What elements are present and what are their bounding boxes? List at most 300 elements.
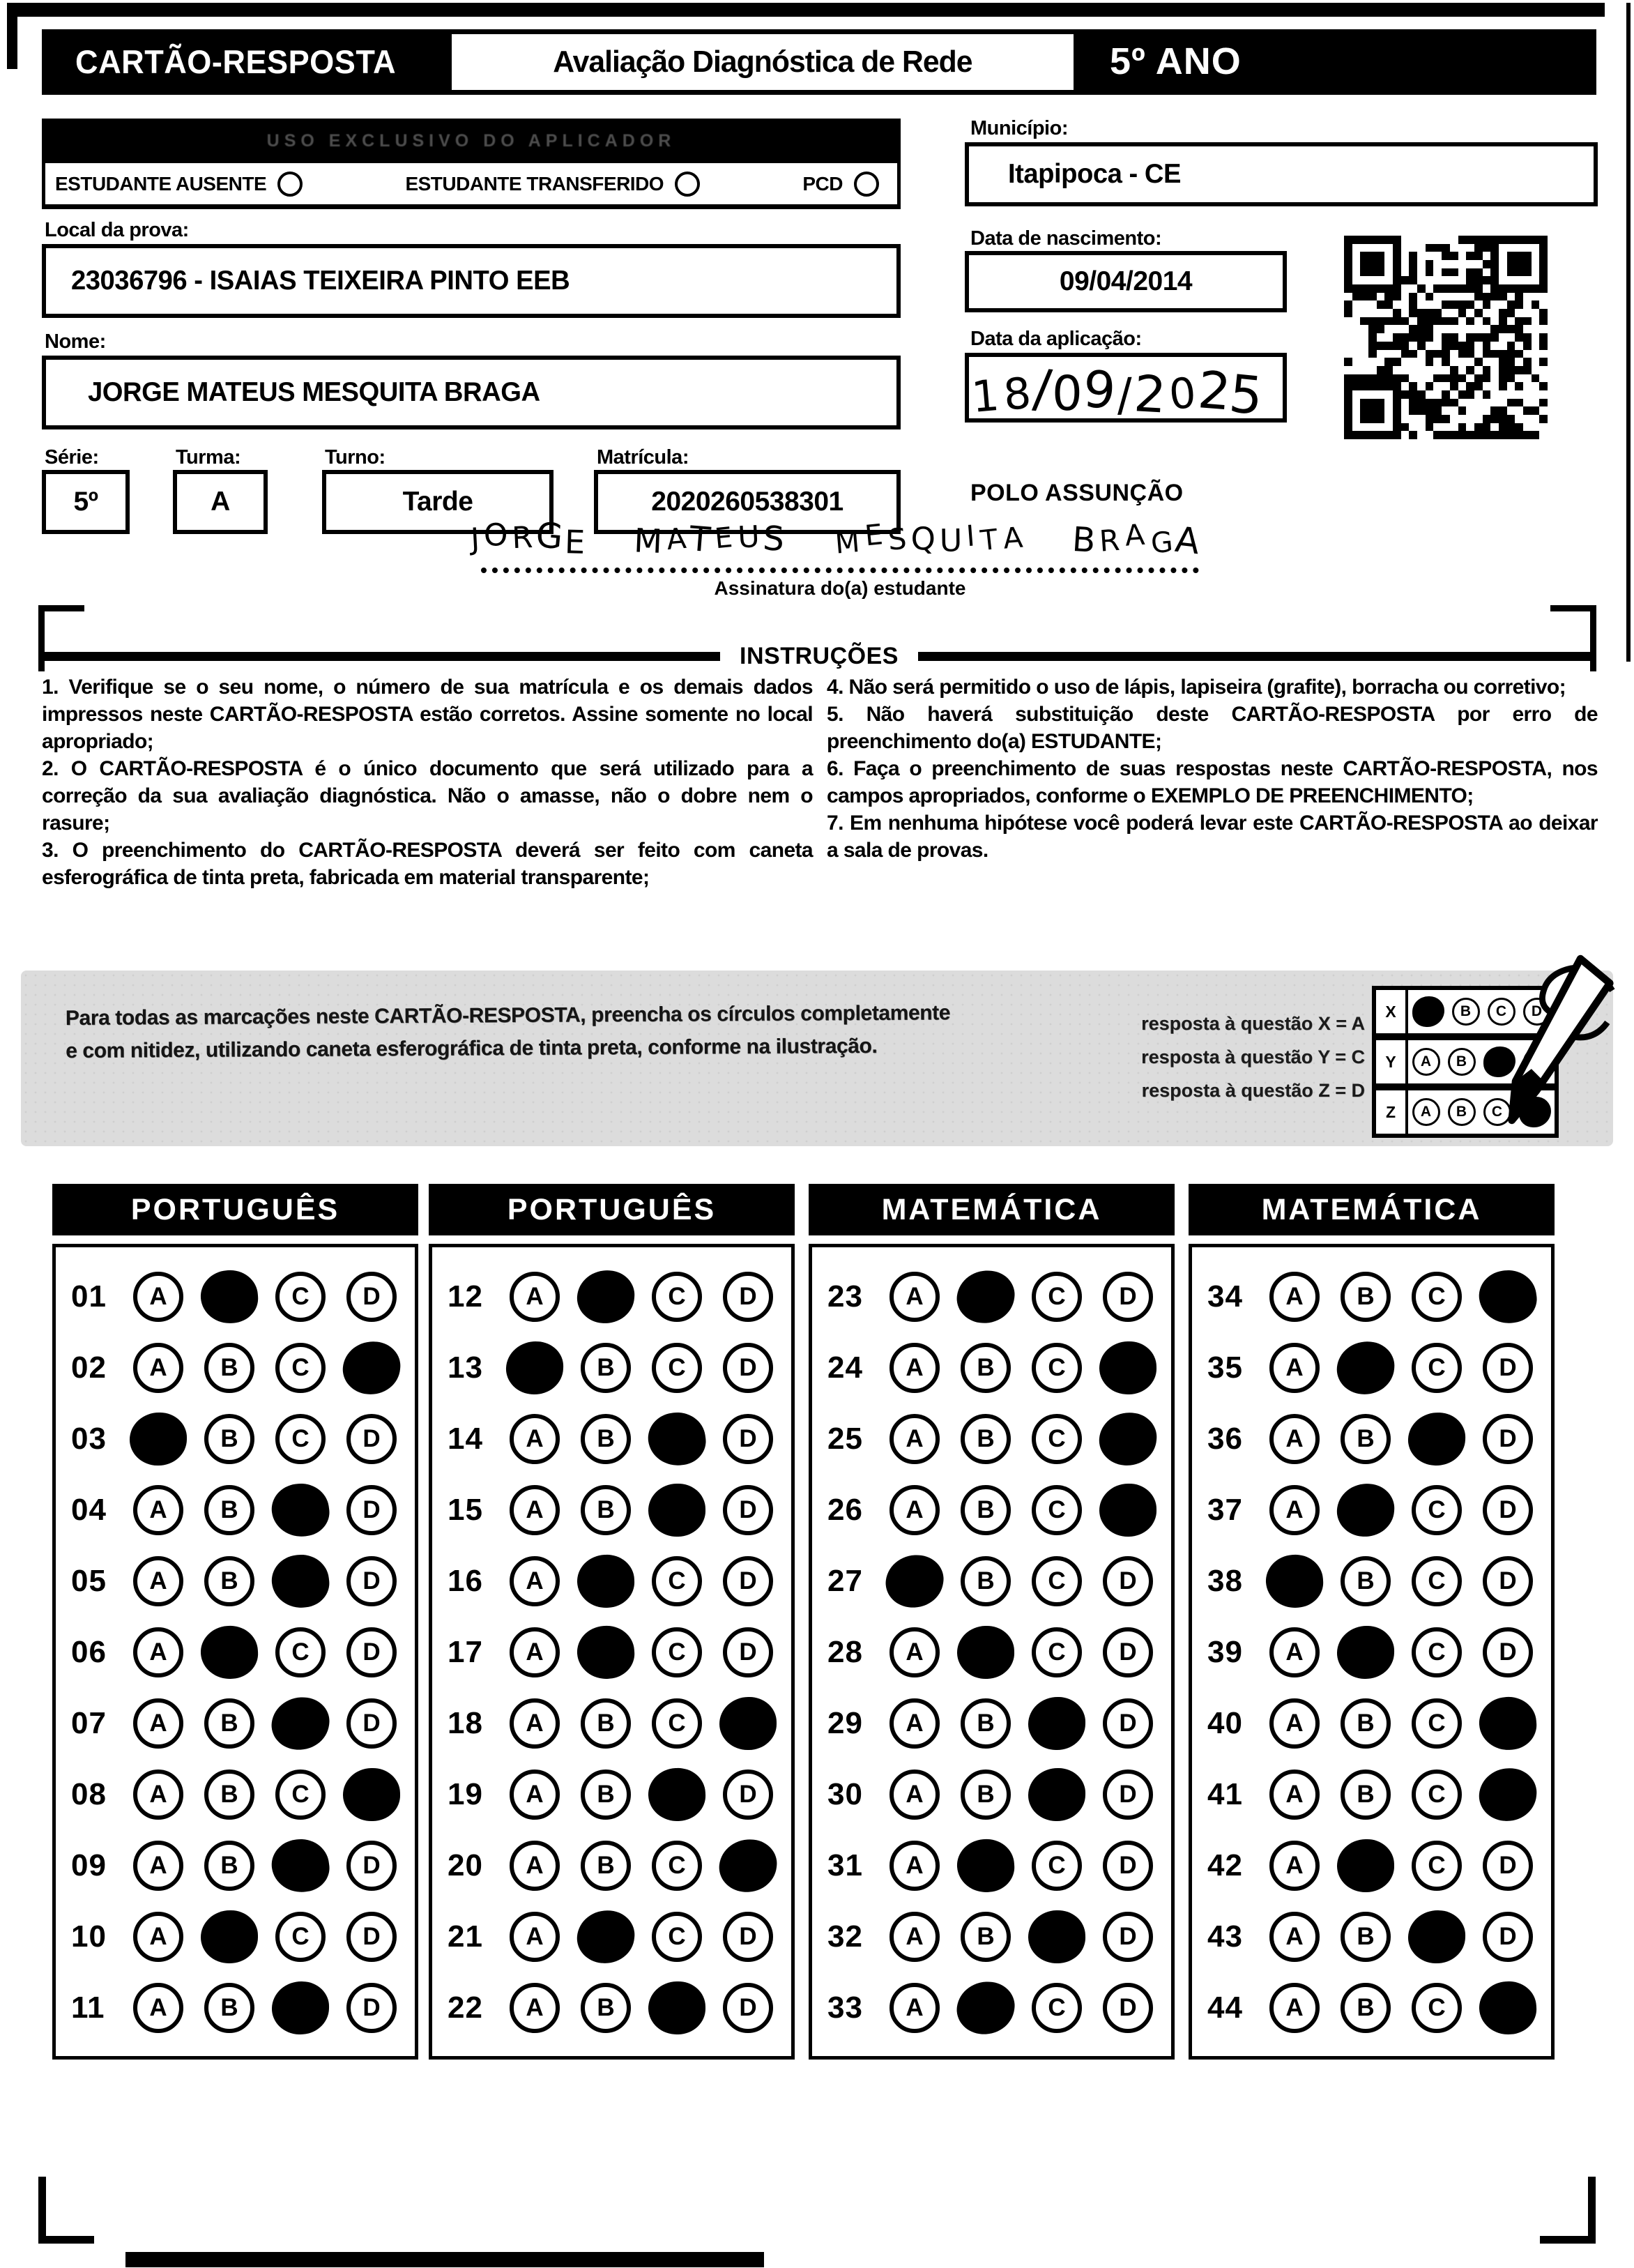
answer-bubble[interactable]: D (1483, 1343, 1533, 1393)
handwritten-char: / (1116, 367, 1136, 422)
answer-bubble[interactable]: D (346, 1414, 397, 1464)
answer-bubble[interactable]: D (723, 1912, 773, 1962)
answer-bubble[interactable]: A (133, 1556, 183, 1606)
answer-bubble[interactable]: C (1412, 1272, 1462, 1322)
answer-bubble[interactable]: D (1483, 1912, 1533, 1962)
pcd-circle[interactable] (854, 172, 879, 197)
option-cell (499, 1983, 570, 2033)
answer-bubble[interactable]: C (1412, 1485, 1462, 1535)
answer-bubble[interactable]: B (961, 1414, 1011, 1464)
turno-value: Tarde (402, 487, 473, 517)
example-row-label: Z (1376, 1090, 1408, 1134)
answer-bubble[interactable]: C (652, 1627, 702, 1677)
question-row (432, 1332, 791, 1403)
option-cell (1092, 1841, 1163, 1891)
question-number: 43 (1207, 1919, 1243, 1954)
question-number: 12 (448, 1279, 483, 1314)
answer-bubble[interactable]: A (889, 1485, 940, 1535)
answer-bubble[interactable]: C (1032, 1983, 1082, 2033)
answer-bubble-marked[interactable] (954, 1978, 1017, 2038)
answer-bubble-marked[interactable] (1478, 1980, 1538, 2036)
legend-line: resposta à questão Y = C (1141, 1047, 1365, 1068)
answer-bubble[interactable]: B (581, 1841, 631, 1891)
option-cell (1021, 1983, 1092, 2033)
option-cell (950, 1485, 1021, 1535)
answer-bubble[interactable]: C (275, 1627, 326, 1677)
example-bubble: A (1412, 1098, 1440, 1126)
fill-example-legend (1002, 1007, 1365, 1107)
answer-bubble[interactable]: B (581, 1414, 631, 1464)
nascimento-field (965, 251, 1287, 312)
option-cell (265, 1343, 336, 1393)
answer-bubble-marked[interactable] (1407, 1411, 1467, 1466)
option-cell (1401, 1910, 1472, 1963)
answer-bubble[interactable]: A (133, 1912, 183, 1962)
option-cell (712, 1983, 784, 2033)
answer-bubble[interactable]: C (1032, 1485, 1082, 1535)
answer-bubble[interactable]: A (889, 1770, 940, 1820)
answer-bubble-marked[interactable] (271, 1981, 330, 2035)
option-cell (499, 1272, 570, 1322)
example-row-label: Y (1376, 1040, 1408, 1083)
answer-bubble[interactable]: A (889, 1414, 940, 1464)
option-cell (570, 1770, 641, 1820)
option-cell (879, 1841, 950, 1891)
answer-bubble[interactable]: A (510, 1770, 560, 1820)
answer-bubble-marked[interactable] (883, 1551, 946, 1611)
answer-bubble-marked[interactable] (1097, 1410, 1159, 1468)
answer-bubble[interactable]: D (346, 1272, 397, 1322)
answer-bubble[interactable]: A (133, 1272, 183, 1322)
example-row-label: X (1376, 990, 1408, 1033)
option-cell (499, 1841, 570, 1891)
handwritten-char: Q (910, 521, 940, 558)
answer-bubble-marked[interactable] (1099, 1341, 1156, 1395)
answer-bubble[interactable]: A (510, 1698, 560, 1749)
answer-bubble-marked[interactable] (199, 1624, 260, 1680)
option-cell (1021, 1768, 1092, 1821)
answer-bubble[interactable]: D (1103, 1272, 1153, 1322)
answer-bubble[interactable]: A (1269, 1983, 1320, 2033)
answer-bubble[interactable]: D (346, 1627, 397, 1677)
answer-bubble-marked[interactable] (341, 1339, 403, 1396)
answer-bubble[interactable]: C (1032, 1414, 1082, 1464)
answer-bubble-marked[interactable] (647, 1767, 706, 1822)
answer-bubble[interactable]: D (723, 1414, 773, 1464)
answer-bubble-marked[interactable] (268, 1836, 333, 1896)
example-bubble: C (1488, 998, 1515, 1026)
answer-bubble[interactable]: A (889, 1343, 940, 1393)
answer-bubble[interactable]: A (1269, 1272, 1320, 1322)
answer-bubble[interactable]: A (1269, 1841, 1320, 1891)
answer-bubble-marked[interactable] (1476, 1267, 1540, 1327)
answer-bubble-marked[interactable] (269, 1552, 332, 1611)
question-number: 04 (71, 1493, 107, 1527)
answer-bubble[interactable]: D (346, 1698, 397, 1749)
answer-bubble[interactable]: C (275, 1414, 326, 1464)
question-row (812, 1617, 1171, 1688)
status-label: ESTUDANTE AUSENTE (55, 172, 267, 195)
answer-bubble[interactable]: C (652, 1556, 702, 1606)
rule-right (918, 652, 1596, 661)
answer-bubble-marked[interactable] (1477, 1695, 1538, 1752)
answer-bubble[interactable]: D (1483, 1841, 1533, 1891)
option-cell (879, 1770, 950, 1820)
answer-bubble[interactable]: A (510, 1556, 560, 1606)
answer-bubble[interactable]: A (889, 1841, 940, 1891)
answer-bubble[interactable]: C (1032, 1841, 1082, 1891)
answer-bubble[interactable]: B (1341, 1912, 1391, 1962)
answer-bubble[interactable]: A (133, 1343, 183, 1393)
question-number: 09 (71, 1848, 107, 1882)
answer-bubble[interactable]: C (1412, 1343, 1462, 1393)
option-cell (1092, 1341, 1163, 1394)
option-cell (1330, 1839, 1401, 1892)
option-cell (950, 1626, 1021, 1679)
answer-bubble[interactable]: A (889, 1272, 940, 1322)
option-cell (1259, 1841, 1330, 1891)
answer-bubble[interactable]: D (1103, 1912, 1153, 1962)
option-cell (570, 1626, 641, 1679)
answer-bubble[interactable]: A (1269, 1485, 1320, 1535)
answer-bubble[interactable]: D (1483, 1485, 1533, 1535)
transferido-circle[interactable] (675, 172, 700, 197)
answer-bubble[interactable]: D (723, 1485, 773, 1535)
option-cell (123, 1272, 194, 1322)
answer-bubble[interactable]: A (510, 1912, 560, 1962)
answer-bubble-marked[interactable] (955, 1837, 1016, 1894)
option-cell (1330, 1770, 1401, 1820)
answer-bubble[interactable]: D (1483, 1556, 1533, 1606)
option-cell (1472, 1270, 1543, 1323)
answer-bubble[interactable]: C (275, 1912, 326, 1962)
answer-bubble-marked[interactable] (645, 1409, 708, 1469)
answer-bubble[interactable]: A (133, 1770, 183, 1820)
answer-bubble[interactable]: B (961, 1343, 1011, 1393)
answer-bubble-marked[interactable] (1336, 1839, 1394, 1892)
question-row (56, 1261, 415, 1332)
handwritten-char: R (511, 519, 538, 556)
nome-label: Nome: (45, 330, 106, 353)
answer-bubble[interactable]: D (1483, 1627, 1533, 1677)
handwritten-char: 8 (1001, 367, 1036, 420)
answer-bubble-marked[interactable] (342, 1767, 401, 1822)
option-cell (712, 1272, 784, 1322)
serie-label: Série: (45, 446, 99, 469)
answer-bubble[interactable]: A (1269, 1770, 1320, 1820)
option-cell (641, 1912, 712, 1962)
answer-bubble[interactable]: A (510, 1272, 560, 1322)
answer-bubble-marked[interactable] (575, 1624, 636, 1681)
option-cell (712, 1912, 784, 1962)
answer-bubble[interactable]: A (510, 1485, 560, 1535)
instructions-left-column (42, 673, 813, 891)
option-cell (1472, 1841, 1543, 1891)
answer-bubble[interactable]: B (1341, 1983, 1391, 2033)
registration-mark-bottom-right (1540, 2236, 1596, 2244)
answer-bubble[interactable]: A (1269, 1912, 1320, 1962)
answer-bubble[interactable]: D (1103, 1556, 1153, 1606)
answer-bubble[interactable]: A (133, 1698, 183, 1749)
question-row (56, 1759, 415, 1830)
answer-bubble[interactable]: A (889, 1912, 940, 1962)
answer-bubble[interactable]: B (581, 1698, 631, 1749)
answer-bubble-marked[interactable] (1407, 1910, 1466, 1964)
answer-bubble[interactable]: A (889, 1627, 940, 1677)
answer-bubble[interactable]: B (204, 1841, 254, 1891)
option-cell (123, 1698, 194, 1749)
option-cell (879, 1485, 950, 1535)
handwritten-char: U (736, 519, 765, 556)
answer-bubble[interactable]: C (1032, 1343, 1082, 1393)
answer-bubble[interactable]: D (346, 1983, 397, 2033)
answer-bubble-marked[interactable] (1028, 1910, 1086, 1964)
applicator-bar-label: USO EXCLUSIVO DO APLICADOR (266, 130, 676, 151)
answer-bubble[interactable]: D (1483, 1414, 1533, 1464)
answer-bubble-marked[interactable] (648, 1981, 705, 2035)
answer-bubble[interactable]: D (1103, 1627, 1153, 1677)
answer-bubble-marked[interactable] (505, 1341, 565, 1396)
option-cell (1330, 1414, 1401, 1464)
answer-column (52, 1184, 418, 2060)
answer-bubble[interactable]: B (961, 1485, 1011, 1535)
answer-bubble-marked[interactable] (576, 1553, 635, 1608)
answer-bubble[interactable]: D (1103, 1841, 1153, 1891)
answer-bubble[interactable]: B (204, 1698, 254, 1749)
answer-bubble-marked[interactable] (719, 1697, 777, 1751)
question-row (56, 1830, 415, 1901)
option-cell (194, 1270, 265, 1323)
answer-bubble-marked[interactable] (954, 1267, 1018, 1327)
answer-bubble[interactable]: C (1412, 1556, 1462, 1606)
answer-bubble-marked[interactable] (1265, 1553, 1325, 1609)
instruction-item: 3. O preenchimento do CARTÃO-RESPOSTA deverá ser feito com caneta esferográfica de tinta preta, fabricada em material transparente; (42, 839, 813, 889)
handwritten-char: E (564, 524, 590, 562)
option-cell (879, 1698, 950, 1749)
answer-bubble[interactable]: B (581, 1343, 631, 1393)
answer-bubble[interactable]: B (1341, 1272, 1391, 1322)
question-row (56, 1972, 415, 2044)
answer-bubble[interactable]: C (1412, 1841, 1462, 1891)
answer-bubble[interactable]: C (275, 1343, 326, 1393)
answer-bubble[interactable]: C (275, 1272, 326, 1322)
answer-bubble[interactable]: B (961, 1556, 1011, 1606)
pen-hand-illustration (1493, 954, 1619, 1125)
option-cell (641, 1272, 712, 1322)
answer-bubble[interactable]: B (204, 1983, 254, 2033)
answer-bubble[interactable]: D (1103, 1983, 1153, 2033)
answer-bubble[interactable]: A (1269, 1698, 1320, 1749)
answer-bubble-marked[interactable] (1099, 1483, 1156, 1537)
answer-bubble[interactable]: C (652, 1912, 702, 1962)
answer-bubble-marked[interactable] (575, 1908, 636, 1966)
answer-bubble-marked[interactable] (956, 1625, 1015, 1680)
answer-bubble[interactable]: D (1103, 1770, 1153, 1820)
answer-column (809, 1184, 1175, 2060)
option-cell (1092, 1983, 1163, 2033)
answer-bubble-marked[interactable] (1336, 1482, 1396, 1538)
status-item-ausente (55, 172, 303, 197)
answer-bubble-marked[interactable] (199, 1268, 260, 1325)
serie-value: 5º (73, 487, 98, 517)
option-cell (499, 1341, 570, 1394)
answer-bubble[interactable]: C (1412, 1627, 1462, 1677)
option-cell (336, 1841, 407, 1891)
answer-bubble[interactable]: B (581, 1485, 631, 1535)
answer-bubble[interactable]: A (889, 1983, 940, 2033)
option-cell (1330, 1912, 1401, 1962)
answer-bubble[interactable]: D (723, 1627, 773, 1677)
option-cell (1401, 1627, 1472, 1677)
option-cell (1472, 1981, 1543, 2034)
question-number: 24 (827, 1350, 863, 1385)
answer-bubble[interactable]: A (1269, 1627, 1320, 1677)
option-cell (499, 1485, 570, 1535)
answer-bubble[interactable]: D (723, 1272, 773, 1322)
answer-bubble-marked[interactable] (268, 1480, 332, 1540)
ausente-circle[interactable] (277, 172, 303, 197)
answer-bubble[interactable]: B (581, 1770, 631, 1820)
answer-bubble[interactable]: C (1032, 1272, 1082, 1322)
option-cell (1401, 1556, 1472, 1606)
answer-bubble-marked[interactable] (717, 1836, 779, 1896)
answer-bubble[interactable]: B (1341, 1414, 1391, 1464)
handwritten-char: T (687, 519, 717, 561)
handwritten-char: 2 (1195, 359, 1236, 423)
question-row (812, 1759, 1171, 1830)
question-number: 29 (827, 1706, 863, 1740)
answer-bubble[interactable]: D (723, 1770, 773, 1820)
answer-bubble[interactable]: A (889, 1698, 940, 1749)
answer-bubble[interactable]: C (1032, 1556, 1082, 1606)
option-cell (879, 1414, 950, 1464)
option-cell (1330, 1556, 1401, 1606)
option-cell (123, 1912, 194, 1962)
option-cell (1472, 1414, 1543, 1464)
answer-bubble[interactable]: B (204, 1343, 254, 1393)
option-cell (950, 1698, 1021, 1749)
option-cell (194, 1983, 265, 2033)
option-cell (265, 1981, 336, 2034)
option-cell (1021, 1556, 1092, 1606)
answer-bubble-marked[interactable] (1336, 1625, 1394, 1680)
question-row (432, 1403, 791, 1475)
answer-bubble[interactable]: D (723, 1556, 773, 1606)
answer-bubble[interactable]: A (133, 1983, 183, 2033)
option-cell (950, 1556, 1021, 1606)
option-cell (336, 1414, 407, 1464)
answer-bubble-marked[interactable] (1335, 1339, 1397, 1396)
matricula-value: 2020260538301 (651, 487, 843, 517)
card-title: CARTÃO-RESPOSTA (75, 43, 397, 80)
answer-bubble[interactable]: B (1341, 1770, 1391, 1820)
answer-bubble-marked[interactable] (1028, 1696, 1085, 1750)
option-cell (879, 1627, 950, 1677)
answer-bubble[interactable]: A (133, 1841, 183, 1891)
answer-bubble[interactable]: B (961, 1770, 1011, 1820)
question-number: 38 (1207, 1564, 1243, 1598)
option-cell (1472, 1343, 1543, 1393)
answer-bubble[interactable]: B (961, 1912, 1011, 1962)
turma-value: A (211, 487, 230, 517)
answer-bubble[interactable]: A (510, 1841, 560, 1891)
answer-bubble[interactable]: B (581, 1983, 631, 2033)
answer-bubble-marked[interactable] (268, 1694, 332, 1753)
option-cell (123, 1770, 194, 1820)
answer-bubble[interactable]: B (204, 1556, 254, 1606)
question-number: 26 (827, 1493, 863, 1527)
answer-bubble-marked[interactable] (648, 1483, 706, 1537)
question-row (1192, 1403, 1551, 1475)
answer-bubble[interactable]: D (346, 1912, 397, 1962)
answer-bubble[interactable]: C (1412, 1698, 1462, 1749)
instructions-header (42, 643, 1596, 670)
question-row (432, 1759, 791, 1830)
answer-bubble[interactable]: C (275, 1770, 326, 1820)
answer-bubble-marked[interactable] (576, 1268, 636, 1325)
option-cell (194, 1485, 265, 1535)
handwritten-char (786, 547, 835, 548)
question-row (1192, 1688, 1551, 1759)
answer-bubble[interactable]: C (1412, 1770, 1462, 1820)
answer-bubble[interactable]: D (723, 1343, 773, 1393)
answer-bubble[interactable]: A (133, 1627, 183, 1677)
question-number: 18 (448, 1706, 483, 1740)
answer-bubble-marked[interactable] (201, 1910, 258, 1963)
option-cell (336, 1768, 407, 1821)
question-row (812, 1403, 1171, 1475)
answer-bubble[interactable]: A (1269, 1414, 1320, 1464)
question-row (1192, 1261, 1551, 1332)
answer-bubble[interactable]: B (204, 1770, 254, 1820)
answer-bubble[interactable]: B (204, 1414, 254, 1464)
answer-bubble[interactable]: A (1269, 1343, 1320, 1393)
turno-label: Turno: (325, 446, 385, 469)
answer-bubble[interactable]: D (1103, 1698, 1153, 1749)
question-number: 15 (448, 1493, 483, 1527)
question-row (812, 1901, 1171, 1972)
option-cell (336, 1698, 407, 1749)
answer-bubble[interactable]: B (204, 1485, 254, 1535)
answer-bubble[interactable]: B (1341, 1698, 1391, 1749)
answer-bubble[interactable]: A (510, 1983, 560, 2033)
section-header: MATEMÁTICA (809, 1184, 1175, 1235)
answer-bubble[interactable]: C (652, 1698, 702, 1749)
answer-bubble[interactable]: C (652, 1272, 702, 1322)
answer-bubble[interactable]: A (133, 1485, 183, 1535)
answer-bubble[interactable]: C (1412, 1983, 1462, 2033)
answer-bubble[interactable]: D (346, 1841, 397, 1891)
answer-bubble[interactable]: C (652, 1343, 702, 1393)
answer-column (429, 1184, 795, 2060)
option-cell (641, 1841, 712, 1891)
option-cell (950, 1414, 1021, 1464)
answer-bubble[interactable]: B (1341, 1556, 1391, 1606)
answer-bubble[interactable]: D (346, 1556, 397, 1606)
registration-mark-top (7, 3, 1605, 17)
answer-bubble[interactable]: B (961, 1698, 1011, 1749)
answer-bubble[interactable]: D (723, 1983, 773, 2033)
option-cell (712, 1556, 784, 1606)
answer-bubble[interactable]: D (346, 1485, 397, 1535)
answer-bubble[interactable]: A (510, 1414, 560, 1464)
answer-bubble-marked[interactable] (130, 1413, 188, 1466)
answer-bubble[interactable]: C (1032, 1627, 1082, 1677)
answer-bubble[interactable]: A (510, 1627, 560, 1677)
answer-bubble-marked[interactable] (1477, 1766, 1538, 1824)
answer-bubble-marked[interactable] (1028, 1767, 1085, 1821)
answer-bubble[interactable]: C (652, 1841, 702, 1891)
